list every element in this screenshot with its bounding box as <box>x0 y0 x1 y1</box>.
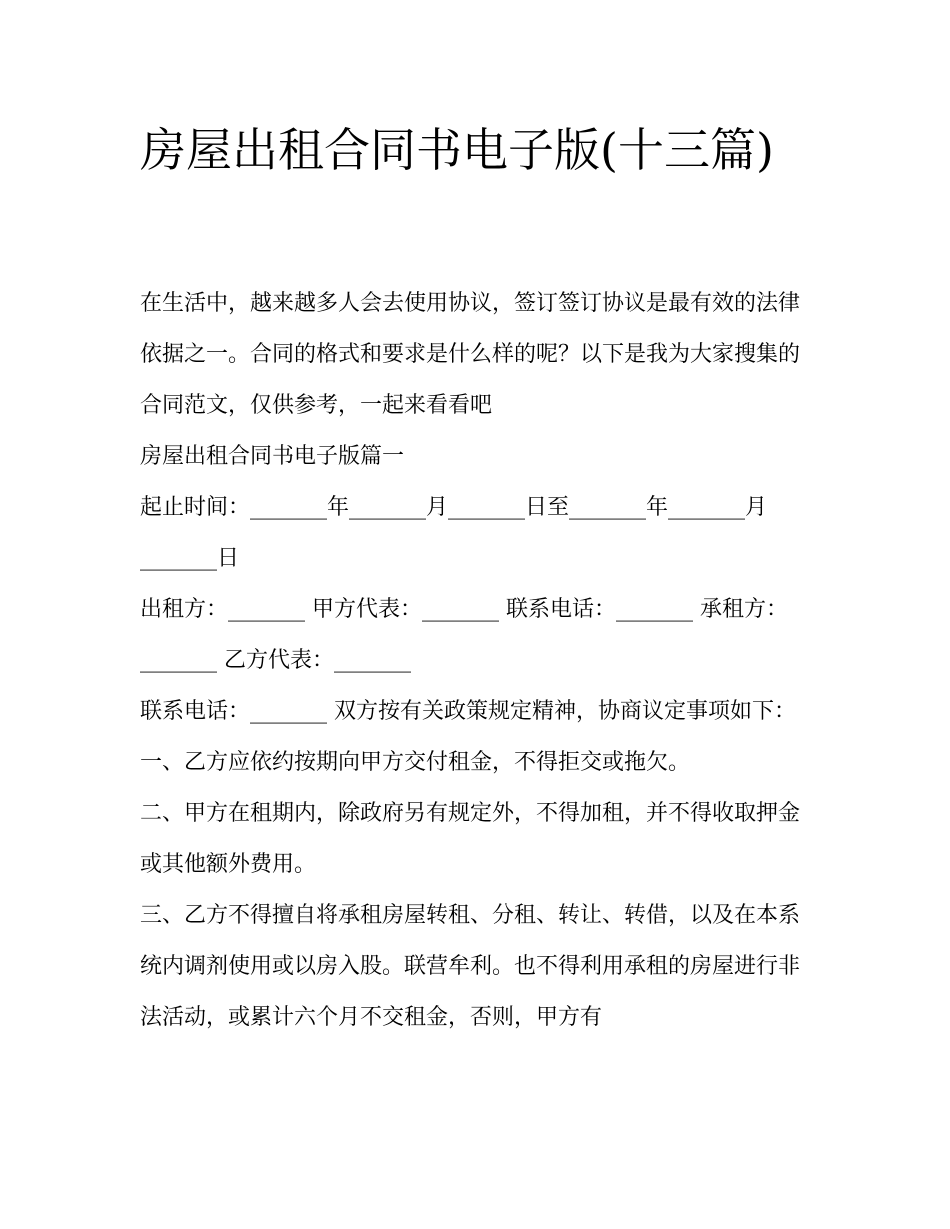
section-heading: 房屋出租合同书电子版篇一 <box>140 444 405 469</box>
document-body <box>140 278 812 1043</box>
parties-paragraph: 出租方：_______ 甲方代表：_______ 联系电话：_______ 承租方：_______ 乙方代表：_______ <box>140 597 788 673</box>
clause-one-paragraph: 联系电话：_______ 双方按有关政策规定精神，协商议定事项如下： 一、乙方应依约按期向甲方交付租金，不得拒交或拖欠。 <box>140 699 796 775</box>
intro-paragraph: 在生活中，越来越多人会去使用协议，签订签订协议是最有效的法律依据之一。合同的格式和要求是什么样的呢？以下是我为大家搜集的合同范文，仅供参考，一起来看看吧 <box>140 291 801 418</box>
document-title: 房屋出租合同书电子版(十三篇) <box>140 123 774 177</box>
term-paragraph: 起止时间：_______年_______月_______日至_______年_______月_______日 <box>140 495 768 571</box>
clause-two-paragraph: 二、甲方在租期内，除政府另有规定外，不得加租，并不得收取押金或其他额外费用。 <box>140 801 801 877</box>
clause-three-paragraph: 三、乙方不得擅自将承租房屋转租、分租、转让、转借，以及在本系统内调剂使用或以房入股。联营牟利。也不得利用承租的房屋进行非法活动，或累计六个月不交租金，否则，甲方有 <box>140 903 801 1030</box>
